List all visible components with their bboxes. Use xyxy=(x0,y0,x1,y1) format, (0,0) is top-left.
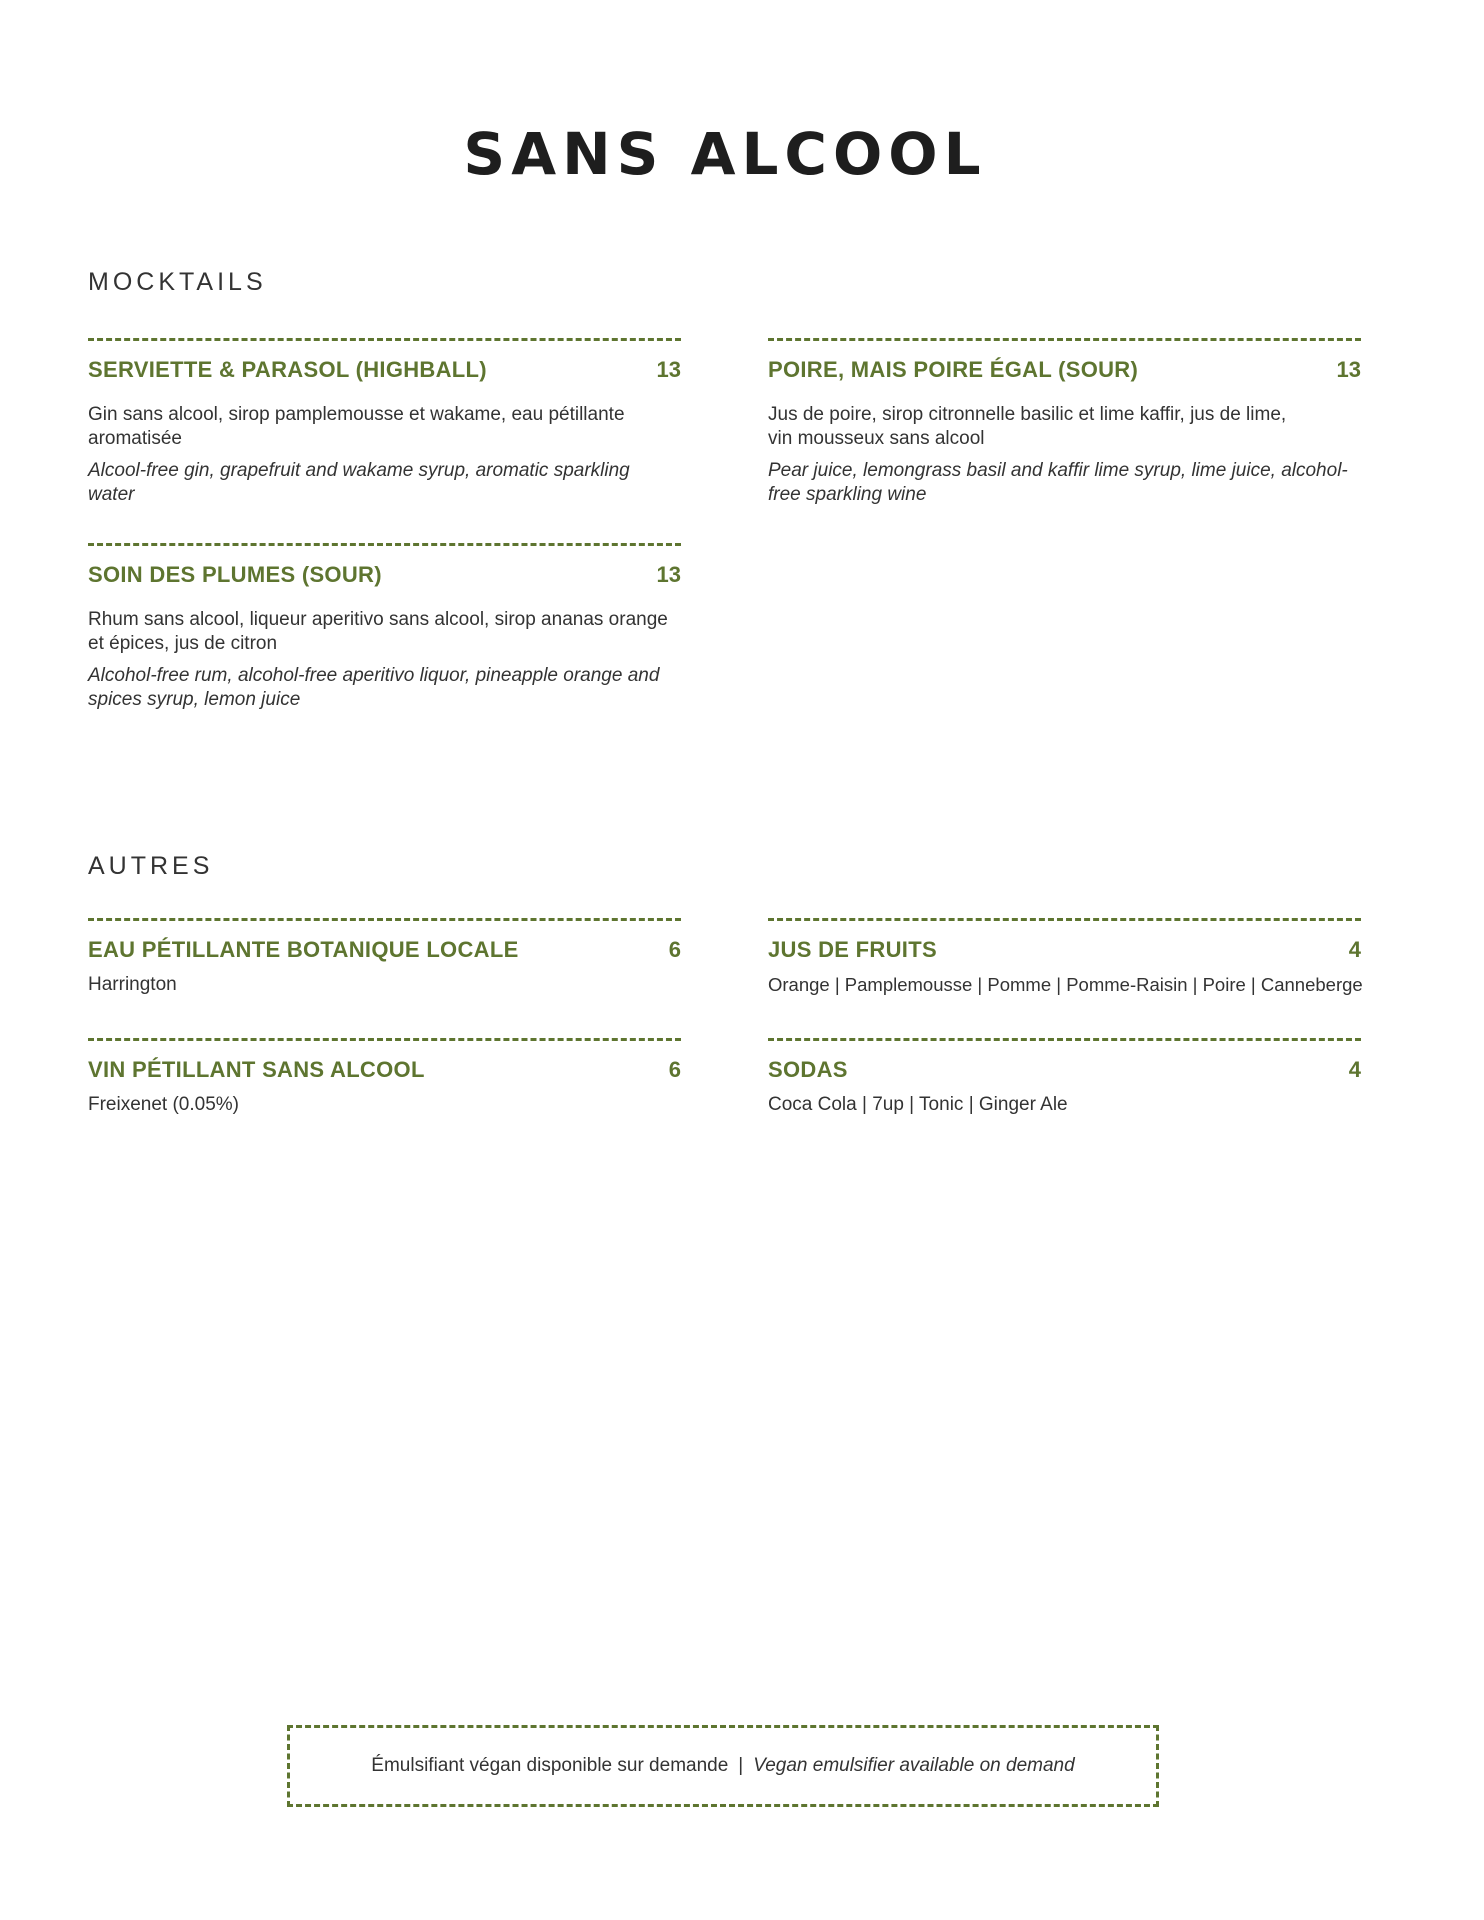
item-name: POIRE, MAIS POIRE ÉGAL (SOUR) xyxy=(768,357,1139,382)
item-subtitle: Harrington xyxy=(88,974,177,995)
item-description-en: Pear juice, lemongrass basil and kaffir lime syrup, lime juice, alcohol-free sparkling wine xyxy=(768,460,1348,505)
dashed-divider xyxy=(768,338,1361,341)
item-price: 13 xyxy=(1336,357,1361,382)
dashed-divider xyxy=(88,543,681,546)
menu-item-vin-petillant xyxy=(88,1038,681,1117)
item-description-en: Alcohol-free rum, alcohol-free aperitivo liquor, pineapple orange and spices syrup, lemon juice xyxy=(88,665,660,710)
menu-item-jus-de-fruits xyxy=(768,918,1361,997)
item-price: 6 xyxy=(668,1057,681,1082)
item-description-fr: Rhum sans alcool, liqueur aperitivo sans alcool, sirop ananas orange et épices, jus de citron xyxy=(88,609,668,654)
section-title-autres: AUTRES xyxy=(88,852,214,880)
menu-item-serviette-parasol xyxy=(88,338,681,507)
note-separator: | xyxy=(738,1755,744,1776)
item-description-fr: Gin sans alcool, sirop pamplemousse et wakame, eau pétillante aromatisée xyxy=(88,404,625,449)
menu-item-poire xyxy=(768,338,1361,507)
item-name: SERVIETTE & PARASOL (HIGHBALL) xyxy=(88,357,487,382)
item-price: 4 xyxy=(1348,1057,1361,1082)
dashed-divider xyxy=(88,338,681,341)
dashed-divider xyxy=(88,1038,681,1041)
dashed-divider xyxy=(768,918,1361,921)
dashed-divider xyxy=(88,918,681,921)
note-text-en: Vegan emulsifier available on demand xyxy=(753,1755,1075,1776)
note-text-fr: Émulsifiant végan disponible sur demande xyxy=(371,1755,729,1776)
item-subtitle: Freixenet (0.05%) xyxy=(88,1094,240,1115)
vegan-note-box xyxy=(287,1725,1159,1807)
menu-item-soin-des-plumes xyxy=(88,543,681,712)
item-name: SOIN DES PLUMES (SOUR) xyxy=(88,562,382,587)
item-name: JUS DE FRUITS xyxy=(768,937,937,962)
dashed-divider xyxy=(768,1038,1361,1041)
item-description-en: Alcool-free gin, grapefruit and wakame syrup, aromatic sparkling water xyxy=(88,460,630,505)
item-price: 6 xyxy=(668,937,681,962)
item-name: VIN PÉTILLANT SANS ALCOOL xyxy=(88,1057,425,1082)
item-price: 13 xyxy=(656,357,681,382)
item-subtitle: Orange | Pamplemousse | Pomme | Pomme-Raisin | Poire | Canneberge xyxy=(768,974,1363,995)
section-title-mocktails: MOCKTAILS xyxy=(88,268,267,296)
menu-item-eau-petillante xyxy=(88,918,681,997)
item-subtitle: Coca Cola | 7up | Tonic | Ginger Ale xyxy=(768,1094,1068,1115)
menu-item-sodas xyxy=(768,1038,1361,1117)
item-price: 4 xyxy=(1348,937,1361,962)
page-title: SANS ALCOOL xyxy=(463,120,987,188)
item-name: SODAS xyxy=(768,1057,848,1082)
item-name: EAU PÉTILLANTE BOTANIQUE LOCALE xyxy=(88,937,519,962)
item-price: 13 xyxy=(656,562,681,587)
item-description-fr: Jus de poire, sirop citronnelle basilic et lime kaffir, jus de lime, vin mousseux sans alcool xyxy=(768,404,1287,449)
